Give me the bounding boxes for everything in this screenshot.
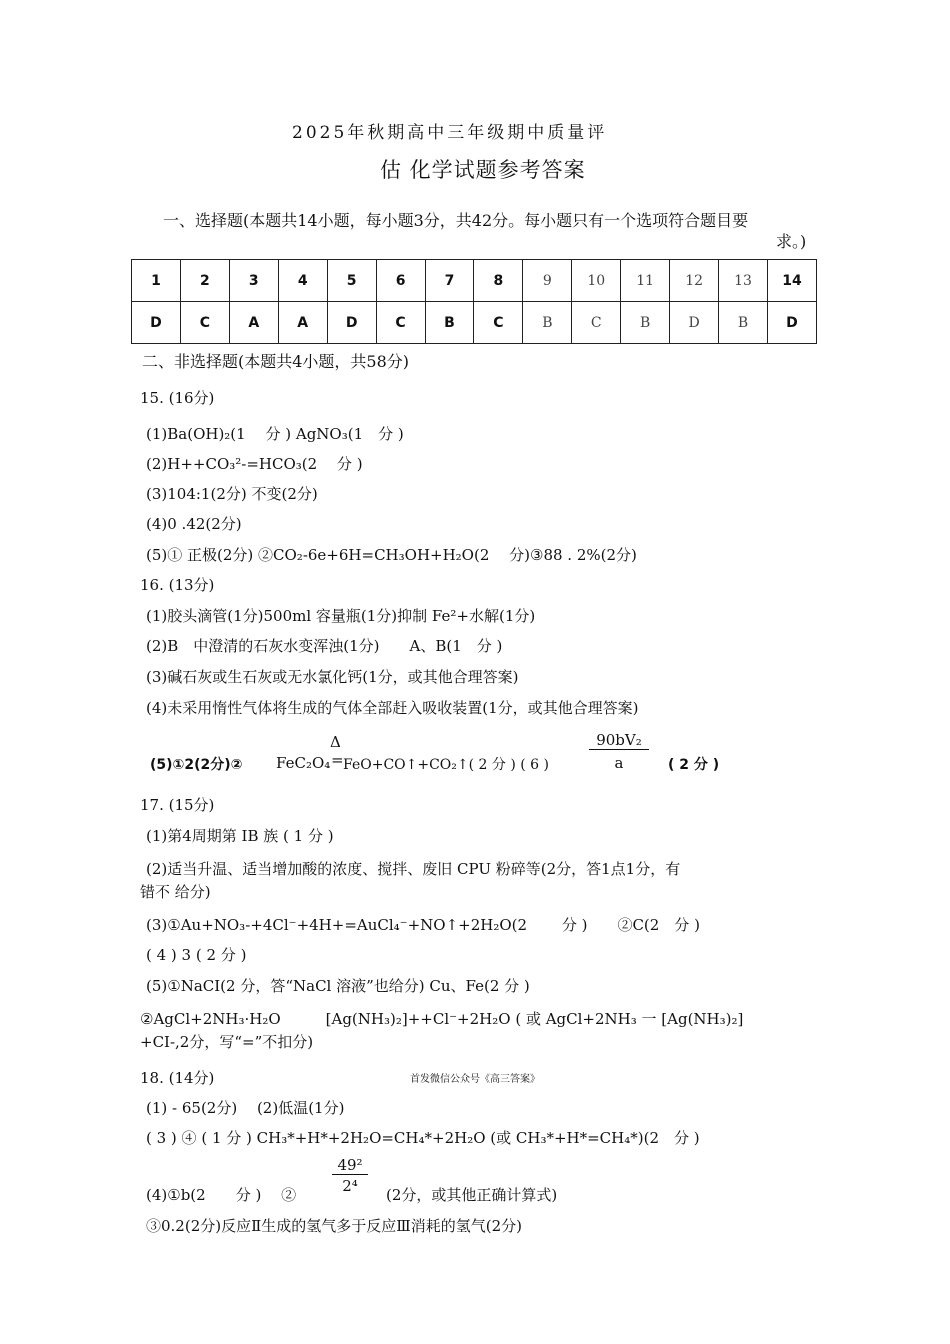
q17-line-6-cont: +CI-,2分，写“=”不扣分) [140, 1033, 314, 1051]
q16-fraction-denominator: a [614, 754, 624, 772]
q18-fraction-numerator: 49² [332, 1156, 368, 1175]
q18-header: 18. (14分) [140, 1069, 215, 1087]
q17-line-2: (2)适当升温、适当增加酸的浓度、搅拌、废旧 CPU 粉碎等(2分，答1点1分，有 [146, 860, 681, 878]
answer-table-number-row [132, 260, 817, 302]
q18-line-1: (1) - 65(2分) (2)低温(1分) [146, 1099, 345, 1117]
q15-header: 15. (16分) [140, 389, 215, 407]
table-cell: C [180, 302, 229, 344]
table-cell: 11 [621, 260, 670, 302]
section2-heading: 二、非选择题(本题共4小题，共58分) [142, 352, 410, 371]
table-cell: 13 [719, 260, 768, 302]
table-cell: 14 [767, 260, 816, 302]
q18-fraction [332, 1156, 368, 1195]
table-cell: C [572, 302, 621, 344]
q18-line-2: ( 3 ) ④ ( 1 分 ) CH₃*+H*+2H₂O=CH₄*+2H₂O (或 CH₃*+H*=CH₄*)(2 分 ) [146, 1129, 700, 1147]
q18-line-3-end: (2分，或其他正确计算式) [386, 1186, 558, 1204]
q17-line-4: ( 4 ) 3 ( 2 分 ) [146, 946, 247, 964]
table-cell: B [621, 302, 670, 344]
q18-fraction-denominator: 2⁴ [342, 1177, 358, 1195]
table-cell: C [376, 302, 425, 344]
table-cell: A [278, 302, 327, 344]
table-cell: 9 [523, 260, 572, 302]
section1-heading: 一、选择题(本题共14小题，每小题3分，共42分。每小题只有一个选项符合题目要 [163, 211, 749, 230]
table-cell: 2 [180, 260, 229, 302]
q17-line-5: (5)①NaCI(2 分，答“NaCl 溶液”也给分) Cu、Fe(2 分 ) [146, 977, 530, 995]
table-cell: 5 [327, 260, 376, 302]
table-cell: B [523, 302, 572, 344]
q15-line-4: (4)0 .42(2分) [146, 515, 242, 533]
table-cell: 1 [132, 260, 181, 302]
q16-line-2: (2)B 中澄清的石灰水变浑浊(1分) A、B(1 分 ) [146, 637, 503, 655]
q16-equation-equals: = [331, 751, 344, 769]
q16-header: 16. (13分) [140, 576, 215, 594]
q17-line-1: (1)第4周期第 IB 族 ( 1 分 ) [146, 827, 334, 845]
table-cell: B [425, 302, 474, 344]
q17-line-2-cont: 错不 给分) [140, 883, 211, 901]
answer-table [131, 259, 817, 344]
q16-line-1: (1)胶头滴管(1分)500ml 容量瓶(1分)抑制 Fe²+水解(1分) [146, 607, 536, 625]
table-cell: 12 [670, 260, 719, 302]
section1-heading-cont: 求。) [776, 232, 807, 251]
table-cell: 3 [229, 260, 278, 302]
q17-line-3: (3)①Au+NO₃-+4Cl⁻+4H+=AuCl₄⁻+NO↑+2H₂O(2 分 ) ②C(2 分 ) [146, 916, 700, 934]
q15-line-5: (5)① 正极(2分) ②CO₂-6e+6H=CH₃OH+H₂O(2 分)③88 . 2%(2分) [146, 546, 637, 564]
q16-line-5-end: ( 2 分 ) [668, 757, 720, 773]
title-line-2: 估 化学试题参考答案 [380, 158, 586, 182]
q15-line-2: (2)H++CO₃²-=HCO₃(2 分 ) [146, 455, 363, 473]
q16-fraction-numerator: 90bV₂ [589, 731, 649, 750]
q16-equation-products: FeO+CO↑+CO₂↑( 2 分 ) ( 6 ) [343, 757, 549, 773]
table-cell: 6 [376, 260, 425, 302]
table-cell: B [719, 302, 768, 344]
q17-header: 17. (15分) [140, 796, 215, 814]
q16-equation-reactant: FeC₂O₄ [276, 754, 331, 772]
q15-line-3: (3)104:1(2分) 不变(2分) [146, 485, 318, 503]
table-cell: 10 [572, 260, 621, 302]
q15-line-1: (1)Ba(OH)₂(1 分 ) AgNO₃(1 分 ) [146, 425, 404, 443]
watermark-text: 首发微信公众号《高三答案》 [410, 1074, 540, 1085]
table-cell: D [132, 302, 181, 344]
table-cell: 7 [425, 260, 474, 302]
table-cell: 8 [474, 260, 523, 302]
q17-line-6: ②AgCl+2NH₃·H₂O [Ag(NH₃)₂]++Cl⁻+2H₂O ( 或 AgCl+2NH₃ 一 [Ag(NH₃)₂] [140, 1010, 744, 1028]
table-cell: D [670, 302, 719, 344]
q16-fraction [589, 731, 649, 772]
q16-line-4: (4)未采用惰性气体将生成的气体全部赶入吸收装置(1分，或其他合理答案) [146, 699, 639, 717]
answer-table-answer-row [132, 302, 817, 344]
title-line-1: 2025年秋期高中三年级期中质量评 [292, 123, 608, 143]
q16-line-5-start: (5)①2(2分)② [150, 757, 243, 773]
q18-line-4: ③0.2(2分)反应Ⅱ生成的氢气多于反应Ⅲ消耗的氢气(2分) [146, 1217, 523, 1235]
table-cell: A [229, 302, 278, 344]
table-cell: D [327, 302, 376, 344]
table-cell: 4 [278, 260, 327, 302]
q16-line-3: (3)碱石灰或生石灰或无水氯化钙(1分，或其他合理答案) [146, 668, 519, 686]
table-cell: C [474, 302, 523, 344]
q18-line-3-start: (4)①b(2 分 ) ② [146, 1186, 297, 1204]
heat-delta-symbol: Δ [330, 733, 341, 751]
table-cell: D [767, 302, 816, 344]
